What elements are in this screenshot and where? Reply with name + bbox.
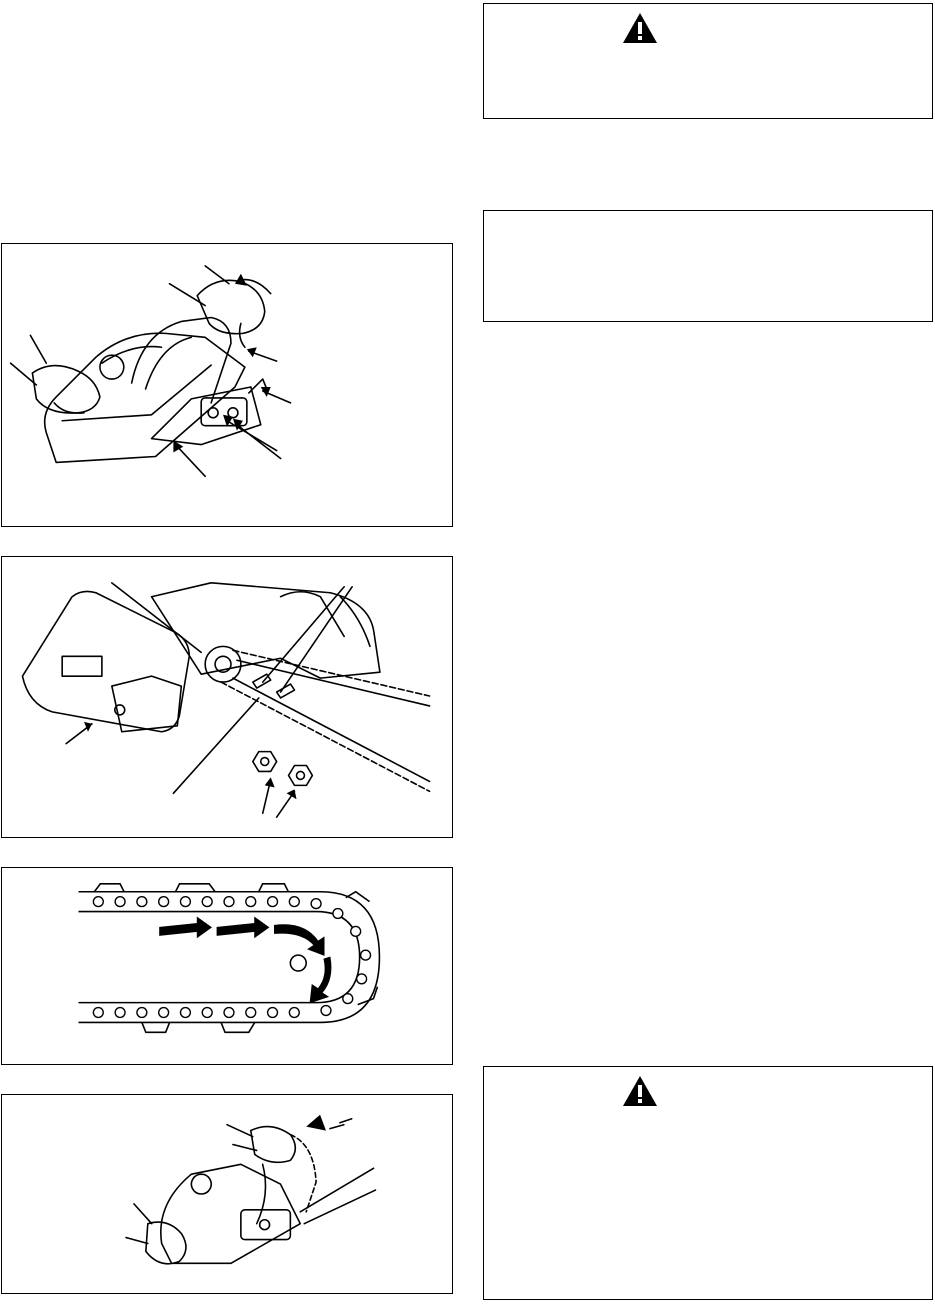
warning-triangle-icon	[622, 1075, 658, 1107]
figure-sprocket-cover-removed	[1, 556, 453, 838]
figure-chain-brake-release	[1, 1094, 453, 1294]
warning-triangle-icon	[622, 12, 658, 44]
figure-chain-direction	[1, 867, 453, 1065]
figure-remove-sprocket-cover	[1, 243, 453, 527]
hand-guard-pull-illustration	[2, 1095, 452, 1293]
chainsaw-hand-guard-illustration	[2, 244, 452, 526]
sprocket-chain-studs-illustration	[2, 557, 452, 837]
chain-rotation-illustration	[2, 868, 452, 1064]
warning-box-top	[483, 3, 933, 119]
warning-box-bottom	[483, 1066, 933, 1300]
note-box	[483, 210, 933, 322]
